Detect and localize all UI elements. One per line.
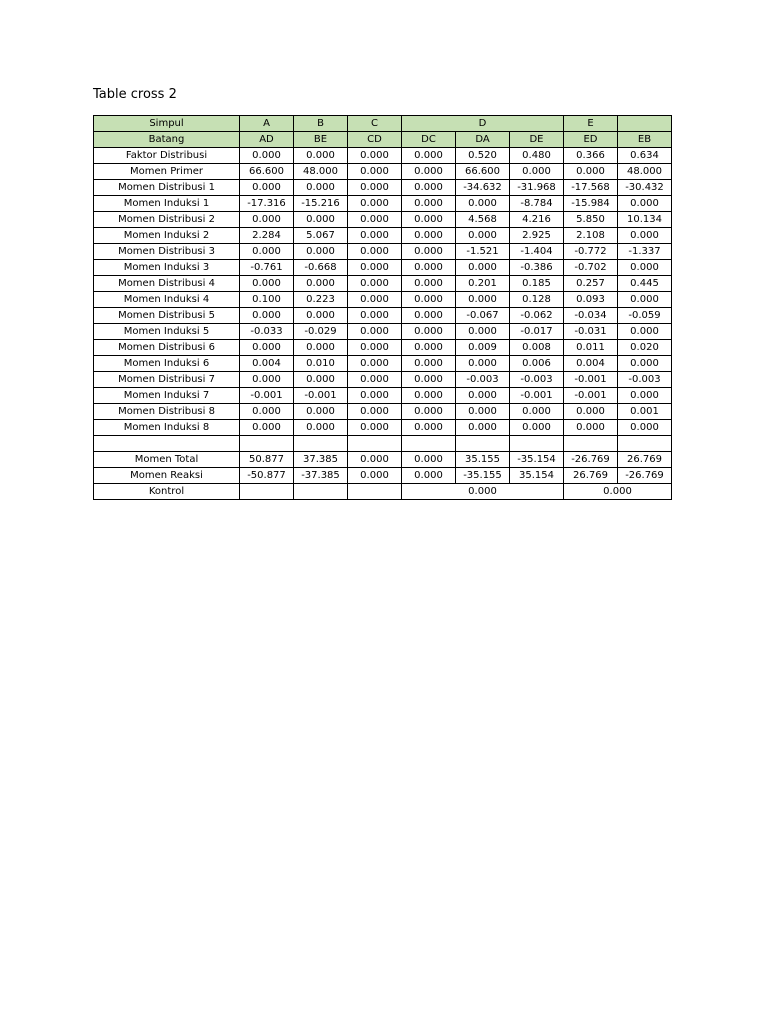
table-cell: 0.000 xyxy=(294,404,348,420)
table-cell: 0.010 xyxy=(294,356,348,372)
table-cell: 2.284 xyxy=(240,228,294,244)
totals-row xyxy=(94,452,672,468)
table-cell: 0.000 xyxy=(456,404,510,420)
header-cell: E xyxy=(564,116,618,132)
table-cell: 48.000 xyxy=(294,164,348,180)
table-cell: -0.031 xyxy=(564,324,618,340)
table-cell: 0.000 xyxy=(240,276,294,292)
table-cell: 2.108 xyxy=(564,228,618,244)
row-label: Momen Distribusi 5 xyxy=(94,308,240,324)
table-cell: 2.925 xyxy=(510,228,564,244)
table-cell: -0.001 xyxy=(564,372,618,388)
table-cell: -15.216 xyxy=(294,196,348,212)
spacer-row xyxy=(94,436,672,452)
table-cell: 0.000 xyxy=(240,180,294,196)
table-row xyxy=(94,404,672,420)
table-cell: 10.134 xyxy=(618,212,672,228)
table-cell: 0.006 xyxy=(510,356,564,372)
table-cell: -0.668 xyxy=(294,260,348,276)
table-cell: -8.784 xyxy=(510,196,564,212)
table-cell: 0.000 xyxy=(618,228,672,244)
table-cell: -0.001 xyxy=(294,388,348,404)
table-cell: 0.000 xyxy=(348,292,402,308)
moment-distribution-table xyxy=(93,115,672,500)
table-cell: 0.000 xyxy=(618,196,672,212)
table-cell: -0.017 xyxy=(510,324,564,340)
table-cell: 0.000 xyxy=(402,196,456,212)
table-cell: 0.000 xyxy=(402,260,456,276)
header-cell: Simpul xyxy=(94,116,240,132)
header-cell: DE xyxy=(510,132,564,148)
table-cell: 0.009 xyxy=(456,340,510,356)
row-label: Momen Induksi 2 xyxy=(94,228,240,244)
row-label: Momen Primer xyxy=(94,164,240,180)
table-cell: 0.000 xyxy=(348,452,402,468)
row-label: Momen Distribusi 6 xyxy=(94,340,240,356)
table-cell: 0.000 xyxy=(348,180,402,196)
table-row xyxy=(94,324,672,340)
row-label: Momen Distribusi 8 xyxy=(94,404,240,420)
table-cell: 0.020 xyxy=(618,340,672,356)
table-cell: 0.100 xyxy=(240,292,294,308)
header-cell: D xyxy=(402,116,564,132)
header-cell: AD xyxy=(240,132,294,148)
row-label: Faktor Distribusi xyxy=(94,148,240,164)
table-cell: 0.201 xyxy=(456,276,510,292)
table-cell: 0.000 xyxy=(294,212,348,228)
table-cell: -0.003 xyxy=(510,372,564,388)
table-cell: 0.480 xyxy=(510,148,564,164)
table-cell: 0.000 xyxy=(348,196,402,212)
table-cell: 0.000 xyxy=(564,164,618,180)
table-cell: 0.000 xyxy=(618,292,672,308)
table-row xyxy=(94,148,672,164)
table-cell: 0.004 xyxy=(564,356,618,372)
table-cell: 0.000 xyxy=(402,420,456,436)
table-cell: 0.000 xyxy=(294,420,348,436)
table-row xyxy=(94,388,672,404)
table-cell: 0.000 xyxy=(294,180,348,196)
header-cell: EB xyxy=(618,132,672,148)
table-cell: 0.000 xyxy=(402,356,456,372)
table-cell: 26.769 xyxy=(618,452,672,468)
table-cell: 0.000 xyxy=(456,420,510,436)
table-cell: 0.185 xyxy=(510,276,564,292)
row-label: Momen Induksi 1 xyxy=(94,196,240,212)
table-cell xyxy=(294,484,348,500)
table-cell: 0.634 xyxy=(618,148,672,164)
table-row xyxy=(94,340,672,356)
table-cell: 0.000 xyxy=(618,324,672,340)
table-cell: 0.000 xyxy=(240,244,294,260)
header-cell: CD xyxy=(348,132,402,148)
table-cell: 0.000 xyxy=(240,372,294,388)
table-row xyxy=(94,212,672,228)
table-cell: 0.000 xyxy=(402,180,456,196)
table-cell: -1.337 xyxy=(618,244,672,260)
table-cell: 0.000 xyxy=(240,212,294,228)
table-cell: 4.216 xyxy=(510,212,564,228)
table-cell: 0.000 xyxy=(348,308,402,324)
row-label: Momen Induksi 8 xyxy=(94,420,240,436)
table-row xyxy=(94,180,672,196)
table-cell: -0.029 xyxy=(294,324,348,340)
table-cell: -31.968 xyxy=(510,180,564,196)
table-cell: 0.000 xyxy=(294,308,348,324)
table-cell: 0.000 xyxy=(618,260,672,276)
header-row-nodes xyxy=(94,116,672,132)
table-row xyxy=(94,244,672,260)
row-label: Momen Induksi 7 xyxy=(94,388,240,404)
table-cell: 0.000 xyxy=(294,372,348,388)
table-cell: 37.385 xyxy=(294,452,348,468)
row-label: Momen Total xyxy=(94,452,240,468)
table-cell: 0.000 xyxy=(618,356,672,372)
table-cell: 26.769 xyxy=(564,468,618,484)
table-row xyxy=(94,196,672,212)
header-cell: BE xyxy=(294,132,348,148)
table-cell xyxy=(240,484,294,500)
table-cell xyxy=(348,484,402,500)
table-cell: 0.000 xyxy=(402,372,456,388)
table-cell: 0.000 xyxy=(402,404,456,420)
table-cell: 0.000 xyxy=(240,148,294,164)
table-cell: 50.877 xyxy=(240,452,294,468)
table-cell: 0.004 xyxy=(240,356,294,372)
table-cell: 0.257 xyxy=(564,276,618,292)
header-cell: Batang xyxy=(94,132,240,148)
table-cell: 0.000 xyxy=(294,276,348,292)
row-label: Momen Distribusi 1 xyxy=(94,180,240,196)
table-cell: -1.521 xyxy=(456,244,510,260)
table-cell: 0.000 xyxy=(456,228,510,244)
page-title: Table cross 2 xyxy=(93,87,177,102)
table-cell: 0.000 xyxy=(348,468,402,484)
header-cell: A xyxy=(240,116,294,132)
totals-row xyxy=(94,468,672,484)
table-cell: 0.000 xyxy=(402,452,456,468)
row-label: Momen Induksi 6 xyxy=(94,356,240,372)
table-cell: 0.000 xyxy=(402,276,456,292)
table-cell: 0.011 xyxy=(564,340,618,356)
table-cell: 5.067 xyxy=(294,228,348,244)
table-cell: -0.001 xyxy=(564,388,618,404)
table-cell: 0.000 xyxy=(348,228,402,244)
table-row xyxy=(94,372,672,388)
table-cell: 0.000 xyxy=(510,420,564,436)
table-cell: 0.000 xyxy=(348,388,402,404)
header-cell: DC xyxy=(402,132,456,148)
table-cell: -1.404 xyxy=(510,244,564,260)
row-label: Momen Induksi 3 xyxy=(94,260,240,276)
table-cell: -30.432 xyxy=(618,180,672,196)
table-cell: 0.000 xyxy=(294,148,348,164)
table-cell: -26.769 xyxy=(564,452,618,468)
table-cell: 0.000 xyxy=(348,260,402,276)
table-row xyxy=(94,356,672,372)
table-cell: -0.386 xyxy=(510,260,564,276)
row-label: Momen Induksi 5 xyxy=(94,324,240,340)
kontrol-row xyxy=(94,484,672,500)
table-cell: 0.000 xyxy=(348,244,402,260)
table-cell: 0.000 xyxy=(348,356,402,372)
table-cell: 0.008 xyxy=(510,340,564,356)
table-cell: -0.067 xyxy=(456,308,510,324)
table-cell: 66.600 xyxy=(240,164,294,180)
table-row xyxy=(94,276,672,292)
header-cell: C xyxy=(348,116,402,132)
table-cell: 0.001 xyxy=(618,404,672,420)
table-cell: 0.000 xyxy=(402,340,456,356)
table-cell: 0.000 xyxy=(294,244,348,260)
table-cell: 0.000 xyxy=(240,404,294,420)
row-label: Momen Distribusi 3 xyxy=(94,244,240,260)
table-cell: 66.600 xyxy=(456,164,510,180)
table-cell: 0.000 xyxy=(564,420,618,436)
table-row xyxy=(94,420,672,436)
table-cell: 0.000 xyxy=(510,404,564,420)
table-cell: 0.000 xyxy=(618,420,672,436)
table-cell: 0.000 xyxy=(402,164,456,180)
table-cell: 0.000 xyxy=(348,148,402,164)
table-cell: -35.154 xyxy=(510,452,564,468)
table-cell: 0.000 xyxy=(402,148,456,164)
table-cell: 0.000 xyxy=(240,420,294,436)
table-cell: 0.366 xyxy=(564,148,618,164)
table-row xyxy=(94,164,672,180)
table-cell: -0.702 xyxy=(564,260,618,276)
table-cell: 0.128 xyxy=(510,292,564,308)
kontrol-cell-d: 0.000 xyxy=(402,484,564,500)
table-cell: -0.003 xyxy=(456,372,510,388)
table-cell: 0.000 xyxy=(564,404,618,420)
table-cell: 0.000 xyxy=(456,292,510,308)
table-cell: -17.316 xyxy=(240,196,294,212)
table-cell: 0.000 xyxy=(348,212,402,228)
table-cell: 0.000 xyxy=(240,308,294,324)
table-cell: 0.000 xyxy=(240,340,294,356)
table-cell: -0.001 xyxy=(240,388,294,404)
header-cell: B xyxy=(294,116,348,132)
table-row xyxy=(94,292,672,308)
table-row xyxy=(94,308,672,324)
row-label: Momen Distribusi 2 xyxy=(94,212,240,228)
table-row xyxy=(94,228,672,244)
table-cell: 0.093 xyxy=(564,292,618,308)
table-cell: 0.000 xyxy=(402,292,456,308)
table-cell: 0.000 xyxy=(456,260,510,276)
table-cell: 0.000 xyxy=(402,308,456,324)
table-cell: -0.772 xyxy=(564,244,618,260)
table-cell: -37.385 xyxy=(294,468,348,484)
table-cell: 4.568 xyxy=(456,212,510,228)
header-cell xyxy=(618,116,672,132)
table-cell: 0.000 xyxy=(348,340,402,356)
table-cell: 0.000 xyxy=(348,276,402,292)
table-cell: -35.155 xyxy=(456,468,510,484)
table-cell: 0.000 xyxy=(510,164,564,180)
row-label: Momen Induksi 4 xyxy=(94,292,240,308)
table-cell: 0.000 xyxy=(402,228,456,244)
table-cell: 0.000 xyxy=(348,324,402,340)
table-cell: -34.632 xyxy=(456,180,510,196)
row-label: Momen Reaksi xyxy=(94,468,240,484)
table-cell: -17.568 xyxy=(564,180,618,196)
table-cell: -0.059 xyxy=(618,308,672,324)
row-label: Momen Distribusi 7 xyxy=(94,372,240,388)
table-cell: 0.000 xyxy=(348,164,402,180)
table-cell: -0.062 xyxy=(510,308,564,324)
row-label: Kontrol xyxy=(94,484,240,500)
table-cell: 0.000 xyxy=(348,372,402,388)
table-cell: 0.000 xyxy=(456,388,510,404)
table-cell: 0.000 xyxy=(348,404,402,420)
table-cell: 0.000 xyxy=(294,340,348,356)
header-cell: DA xyxy=(456,132,510,148)
table-row xyxy=(94,260,672,276)
table-cell: 0.000 xyxy=(456,196,510,212)
header-row-members xyxy=(94,132,672,148)
header-cell: ED xyxy=(564,132,618,148)
table-cell: 0.000 xyxy=(348,420,402,436)
table-cell: 0.000 xyxy=(402,244,456,260)
table-cell: -15.984 xyxy=(564,196,618,212)
table-cell: 35.155 xyxy=(456,452,510,468)
table-cell: 5.850 xyxy=(564,212,618,228)
table-cell: -50.877 xyxy=(240,468,294,484)
table-cell: 0.223 xyxy=(294,292,348,308)
table-cell: -0.761 xyxy=(240,260,294,276)
table-cell: 35.154 xyxy=(510,468,564,484)
table-cell: 0.000 xyxy=(402,468,456,484)
table-cell: 0.445 xyxy=(618,276,672,292)
table-cell: 0.000 xyxy=(456,356,510,372)
table-cell: 0.000 xyxy=(402,388,456,404)
table-cell: -0.033 xyxy=(240,324,294,340)
table-cell: -0.001 xyxy=(510,388,564,404)
table-cell: -26.769 xyxy=(618,468,672,484)
table-cell: 0.520 xyxy=(456,148,510,164)
table-cell: 0.000 xyxy=(618,388,672,404)
table-cell: 0.000 xyxy=(456,324,510,340)
table-cell: 0.000 xyxy=(402,324,456,340)
table-cell: -0.034 xyxy=(564,308,618,324)
table-cell: 48.000 xyxy=(618,164,672,180)
kontrol-cell-e: 0.000 xyxy=(564,484,672,500)
table-cell: 0.000 xyxy=(402,212,456,228)
table-cell: -0.003 xyxy=(618,372,672,388)
row-label: Momen Distribusi 4 xyxy=(94,276,240,292)
